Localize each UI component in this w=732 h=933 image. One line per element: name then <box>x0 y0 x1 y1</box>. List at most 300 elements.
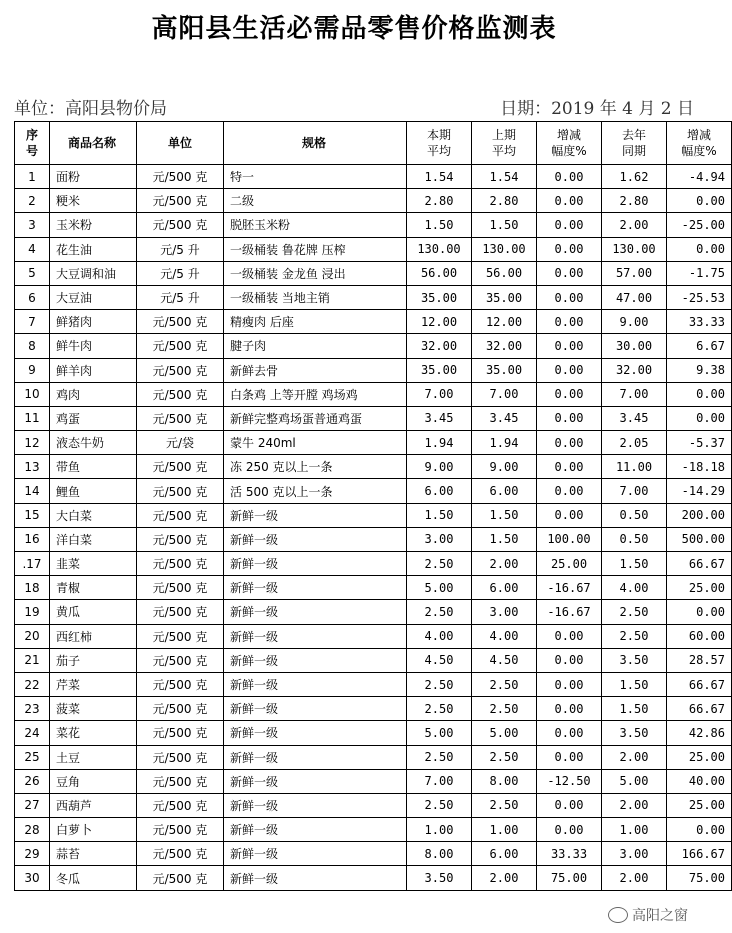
cell-unit: 元/500 克 <box>137 818 224 842</box>
cell-last-year: 2.50 <box>602 600 667 624</box>
cell-previous-avg: 2.50 <box>472 745 537 769</box>
cell-no: 8 <box>15 334 50 358</box>
header-yoy-change-pct: 增减 幅度% <box>667 122 732 165</box>
table-row <box>15 382 732 406</box>
cell-current-avg: 7.00 <box>407 769 472 793</box>
cell-name: 土豆 <box>50 745 137 769</box>
table-row <box>15 697 732 721</box>
cell-spec: 新鲜一级 <box>224 672 407 696</box>
cell-previous-avg: 4.50 <box>472 648 537 672</box>
cell-no: 7 <box>15 310 50 334</box>
cell-current-avg: 3.45 <box>407 406 472 430</box>
price-table <box>14 121 732 891</box>
cell-spec: 特一 <box>224 165 407 189</box>
cell-spec: 新鲜一级 <box>224 745 407 769</box>
cell-no: 6 <box>15 285 50 309</box>
cell-unit: 元/500 克 <box>137 600 224 624</box>
page-title: 高阳县生活必需品零售价格监测表 <box>151 14 557 44</box>
cell-current-avg: 32.00 <box>407 334 472 358</box>
cell-yoy-change-pct: -5.37 <box>667 431 732 455</box>
cell-no: 10 <box>15 382 50 406</box>
cell-change-pct: 0.00 <box>537 237 602 261</box>
cell-spec: 一级桶装 鲁花牌 压榨 <box>224 237 407 261</box>
table-row <box>15 189 732 213</box>
watermark-text: 高阳之窗 <box>632 908 688 924</box>
cell-spec: 白条鸡 上等开膛 鸡场鸡 <box>224 382 407 406</box>
cell-spec: 冻 250 克以上一条 <box>224 455 407 479</box>
cell-spec: 新鲜一级 <box>224 818 407 842</box>
cell-no: 23 <box>15 697 50 721</box>
cell-yoy-change-pct: 0.00 <box>667 600 732 624</box>
cell-yoy-change-pct: 25.00 <box>667 793 732 817</box>
cell-current-avg: 8.00 <box>407 842 472 866</box>
cell-last-year: 1.62 <box>602 165 667 189</box>
cell-name: 菠菜 <box>50 697 137 721</box>
cell-no: 4 <box>15 237 50 261</box>
cell-unit: 元/500 克 <box>137 213 224 237</box>
cell-name: 茄子 <box>50 648 137 672</box>
cell-unit: 元/500 克 <box>137 527 224 551</box>
table-row <box>15 600 732 624</box>
cell-yoy-change-pct: 28.57 <box>667 648 732 672</box>
cell-name: 西葫芦 <box>50 793 137 817</box>
table-header-row <box>15 122 732 165</box>
cell-no: 12 <box>15 431 50 455</box>
cell-last-year: 2.00 <box>602 866 667 890</box>
cell-last-year: 1.50 <box>602 697 667 721</box>
cell-unit: 元/500 克 <box>137 406 224 430</box>
cell-yoy-change-pct: 0.00 <box>667 818 732 842</box>
cell-unit: 元/500 克 <box>137 334 224 358</box>
cell-no: 5 <box>15 261 50 285</box>
cell-spec: 一级桶装 当地主销 <box>224 285 407 309</box>
table-row <box>15 648 732 672</box>
cell-no: 28 <box>15 818 50 842</box>
cell-change-pct: 0.00 <box>537 818 602 842</box>
cell-previous-avg: 130.00 <box>472 237 537 261</box>
table-row <box>15 431 732 455</box>
cell-spec: 新鲜完整鸡场蛋普通鸡蛋 <box>224 406 407 430</box>
cell-change-pct: 0.00 <box>537 261 602 285</box>
cell-change-pct: 0.00 <box>537 793 602 817</box>
table-row <box>15 455 732 479</box>
table-row <box>15 310 732 334</box>
cell-change-pct: 100.00 <box>537 527 602 551</box>
cell-name: 大白菜 <box>50 503 137 527</box>
cell-unit: 元/500 克 <box>137 479 224 503</box>
cell-current-avg: 130.00 <box>407 237 472 261</box>
cell-current-avg: 2.50 <box>407 793 472 817</box>
wechat-icon <box>608 907 628 923</box>
cell-current-avg: 1.00 <box>407 818 472 842</box>
cell-unit: 元/500 克 <box>137 769 224 793</box>
cell-spec: 脱胚玉米粉 <box>224 213 407 237</box>
cell-change-pct: 0.00 <box>537 189 602 213</box>
cell-change-pct: 0.00 <box>537 165 602 189</box>
cell-spec: 新鲜一级 <box>224 527 407 551</box>
cell-current-avg: 5.00 <box>407 576 472 600</box>
cell-unit: 元/5 升 <box>137 285 224 309</box>
cell-last-year: 57.00 <box>602 261 667 285</box>
cell-change-pct: -16.67 <box>537 576 602 600</box>
cell-no: 25 <box>15 745 50 769</box>
cell-spec: 二级 <box>224 189 407 213</box>
cell-unit: 元/500 克 <box>137 624 224 648</box>
cell-unit: 元/500 克 <box>137 866 224 890</box>
cell-yoy-change-pct: 66.67 <box>667 672 732 696</box>
cell-spec: 新鲜一级 <box>224 624 407 648</box>
cell-yoy-change-pct: 6.67 <box>667 334 732 358</box>
cell-no: 1 <box>15 165 50 189</box>
cell-name: 鲜牛肉 <box>50 334 137 358</box>
cell-name: 鲜羊肉 <box>50 358 137 382</box>
table-row <box>15 406 732 430</box>
cell-previous-avg: 32.00 <box>472 334 537 358</box>
cell-spec: 活 500 克以上一条 <box>224 479 407 503</box>
cell-change-pct: 0.00 <box>537 358 602 382</box>
cell-previous-avg: 1.50 <box>472 213 537 237</box>
cell-unit: 元/5 升 <box>137 237 224 261</box>
table-row <box>15 261 732 285</box>
cell-last-year: 0.50 <box>602 503 667 527</box>
cell-previous-avg: 12.00 <box>472 310 537 334</box>
cell-name: 大豆油 <box>50 285 137 309</box>
cell-spec: 一级桶装 金龙鱼 浸出 <box>224 261 407 285</box>
cell-unit: 元/袋 <box>137 431 224 455</box>
cell-yoy-change-pct: 0.00 <box>667 237 732 261</box>
cell-last-year: 3.00 <box>602 842 667 866</box>
cell-change-pct: 0.00 <box>537 455 602 479</box>
cell-no: 30 <box>15 866 50 890</box>
cell-spec: 新鲜一级 <box>224 600 407 624</box>
cell-no: 2 <box>15 189 50 213</box>
cell-name: 菜花 <box>50 721 137 745</box>
cell-name: 青椒 <box>50 576 137 600</box>
cell-current-avg: 56.00 <box>407 261 472 285</box>
header-no: 序 号 <box>15 122 50 165</box>
cell-unit: 元/500 克 <box>137 552 224 576</box>
cell-yoy-change-pct: 9.38 <box>667 358 732 382</box>
cell-current-avg: 2.50 <box>407 552 472 576</box>
cell-name: 洋白菜 <box>50 527 137 551</box>
cell-previous-avg: 3.00 <box>472 600 537 624</box>
cell-previous-avg: 6.00 <box>472 479 537 503</box>
cell-spec: 精瘦肉 后座 <box>224 310 407 334</box>
cell-change-pct: 0.00 <box>537 285 602 309</box>
cell-yoy-change-pct: 40.00 <box>667 769 732 793</box>
cell-change-pct: 0.00 <box>537 721 602 745</box>
cell-current-avg: 9.00 <box>407 455 472 479</box>
header-previous-avg: 上期 平均 <box>472 122 537 165</box>
cell-yoy-change-pct: 66.67 <box>667 697 732 721</box>
cell-no: 29 <box>15 842 50 866</box>
cell-no: 22 <box>15 672 50 696</box>
table-row <box>15 527 732 551</box>
cell-yoy-change-pct: 25.00 <box>667 576 732 600</box>
cell-no: 14 <box>15 479 50 503</box>
cell-last-year: 3.50 <box>602 648 667 672</box>
cell-spec: 新鲜一级 <box>224 769 407 793</box>
cell-spec: 新鲜一级 <box>224 866 407 890</box>
cell-yoy-change-pct: -4.94 <box>667 165 732 189</box>
cell-last-year: 30.00 <box>602 334 667 358</box>
cell-unit: 元/500 克 <box>137 842 224 866</box>
header-current-avg: 本期 平均 <box>407 122 472 165</box>
table-row <box>15 334 732 358</box>
table-row <box>15 479 732 503</box>
table-row <box>15 793 732 817</box>
cell-last-year: 11.00 <box>602 455 667 479</box>
cell-spec: 腱子肉 <box>224 334 407 358</box>
cell-current-avg: 4.00 <box>407 624 472 648</box>
header-name: 商品名称 <box>50 122 137 165</box>
cell-last-year: 2.00 <box>602 213 667 237</box>
cell-spec: 新鲜一级 <box>224 793 407 817</box>
cell-name: 粳米 <box>50 189 137 213</box>
cell-spec: 蒙牛 240ml <box>224 431 407 455</box>
cell-last-year: 47.00 <box>602 285 667 309</box>
cell-no: 16 <box>15 527 50 551</box>
cell-change-pct: 0.00 <box>537 648 602 672</box>
date-label: 日期：2019 年 4 月 2 日 <box>500 99 694 119</box>
cell-unit: 元/500 克 <box>137 672 224 696</box>
cell-change-pct: 25.00 <box>537 552 602 576</box>
cell-name: 玉米粉 <box>50 213 137 237</box>
cell-previous-avg: 5.00 <box>472 721 537 745</box>
cell-spec: 新鲜一级 <box>224 503 407 527</box>
cell-change-pct: 0.00 <box>537 310 602 334</box>
cell-current-avg: 35.00 <box>407 285 472 309</box>
cell-last-year: 130.00 <box>602 237 667 261</box>
table-row <box>15 866 732 890</box>
cell-no: 24 <box>15 721 50 745</box>
cell-name: 花生油 <box>50 237 137 261</box>
cell-last-year: 2.00 <box>602 745 667 769</box>
cell-name: 液态牛奶 <box>50 431 137 455</box>
cell-yoy-change-pct: 0.00 <box>667 382 732 406</box>
cell-previous-avg: 1.50 <box>472 527 537 551</box>
cell-current-avg: 5.00 <box>407 721 472 745</box>
cell-last-year: 7.00 <box>602 479 667 503</box>
cell-previous-avg: 7.00 <box>472 382 537 406</box>
cell-current-avg: 7.00 <box>407 382 472 406</box>
cell-previous-avg: 2.50 <box>472 793 537 817</box>
cell-current-avg: 2.50 <box>407 672 472 696</box>
cell-name: 白萝卜 <box>50 818 137 842</box>
cell-unit: 元/500 克 <box>137 382 224 406</box>
table-row <box>15 745 732 769</box>
cell-unit: 元/500 克 <box>137 745 224 769</box>
cell-previous-avg: 3.45 <box>472 406 537 430</box>
table-row <box>15 842 732 866</box>
cell-yoy-change-pct: 0.00 <box>667 189 732 213</box>
cell-last-year: 3.50 <box>602 721 667 745</box>
cell-no: 15 <box>15 503 50 527</box>
cell-yoy-change-pct: -25.00 <box>667 213 732 237</box>
cell-current-avg: 3.00 <box>407 527 472 551</box>
cell-name: 西红柿 <box>50 624 137 648</box>
cell-change-pct: 0.00 <box>537 624 602 648</box>
cell-name: 黄瓜 <box>50 600 137 624</box>
cell-unit: 元/500 克 <box>137 455 224 479</box>
cell-no: .17 <box>15 552 50 576</box>
cell-yoy-change-pct: -18.18 <box>667 455 732 479</box>
cell-last-year: 2.00 <box>602 793 667 817</box>
cell-name: 带鱼 <box>50 455 137 479</box>
cell-name: 鲤鱼 <box>50 479 137 503</box>
cell-name: 鸡蛋 <box>50 406 137 430</box>
cell-last-year: 2.80 <box>602 189 667 213</box>
table-row <box>15 672 732 696</box>
cell-name: 蒜苔 <box>50 842 137 866</box>
cell-last-year: 7.00 <box>602 382 667 406</box>
cell-last-year: 9.00 <box>602 310 667 334</box>
cell-spec: 新鲜一级 <box>224 648 407 672</box>
cell-yoy-change-pct: 0.00 <box>667 406 732 430</box>
cell-change-pct: 0.00 <box>537 697 602 721</box>
cell-current-avg: 1.54 <box>407 165 472 189</box>
cell-change-pct: 0.00 <box>537 431 602 455</box>
cell-name: 韭菜 <box>50 552 137 576</box>
cell-name: 豆角 <box>50 769 137 793</box>
header-change-pct: 增减 幅度% <box>537 122 602 165</box>
cell-unit: 元/500 克 <box>137 189 224 213</box>
cell-spec: 新鲜一级 <box>224 697 407 721</box>
watermark <box>608 905 688 925</box>
cell-change-pct: 0.00 <box>537 745 602 769</box>
cell-spec: 新鲜一级 <box>224 721 407 745</box>
cell-last-year: 3.45 <box>602 406 667 430</box>
cell-last-year: 1.00 <box>602 818 667 842</box>
cell-yoy-change-pct: 33.33 <box>667 310 732 334</box>
cell-current-avg: 6.00 <box>407 479 472 503</box>
cell-current-avg: 2.80 <box>407 189 472 213</box>
cell-name: 面粉 <box>50 165 137 189</box>
cell-last-year: 2.05 <box>602 431 667 455</box>
table-row <box>15 721 732 745</box>
cell-change-pct: 0.00 <box>537 213 602 237</box>
cell-change-pct: 0.00 <box>537 406 602 430</box>
table-row <box>15 237 732 261</box>
header-unit: 单位 <box>137 122 224 165</box>
cell-previous-avg: 8.00 <box>472 769 537 793</box>
cell-unit: 元/500 克 <box>137 358 224 382</box>
cell-name: 鲜猪肉 <box>50 310 137 334</box>
cell-no: 13 <box>15 455 50 479</box>
unit-label: 单位：高阳县物价局 <box>14 99 167 119</box>
cell-current-avg: 12.00 <box>407 310 472 334</box>
cell-unit: 元/500 克 <box>137 310 224 334</box>
cell-spec: 新鲜一级 <box>224 842 407 866</box>
table-body <box>15 165 732 891</box>
cell-previous-avg: 6.00 <box>472 576 537 600</box>
cell-no: 3 <box>15 213 50 237</box>
cell-previous-avg: 2.50 <box>472 672 537 696</box>
table-row <box>15 624 732 648</box>
cell-previous-avg: 35.00 <box>472 358 537 382</box>
cell-current-avg: 2.50 <box>407 697 472 721</box>
cell-unit: 元/500 克 <box>137 503 224 527</box>
cell-last-year: 4.00 <box>602 576 667 600</box>
table-row <box>15 358 732 382</box>
cell-unit: 元/500 克 <box>137 793 224 817</box>
cell-current-avg: 4.50 <box>407 648 472 672</box>
cell-unit: 元/500 克 <box>137 165 224 189</box>
cell-spec: 新鲜去骨 <box>224 358 407 382</box>
table-row <box>15 165 732 189</box>
cell-name: 大豆调和油 <box>50 261 137 285</box>
cell-no: 19 <box>15 600 50 624</box>
cell-previous-avg: 1.94 <box>472 431 537 455</box>
cell-last-year: 1.50 <box>602 552 667 576</box>
cell-spec: 新鲜一级 <box>224 576 407 600</box>
cell-current-avg: 3.50 <box>407 866 472 890</box>
table-row <box>15 213 732 237</box>
cell-current-avg: 1.50 <box>407 503 472 527</box>
cell-yoy-change-pct: 60.00 <box>667 624 732 648</box>
cell-previous-avg: 2.00 <box>472 866 537 890</box>
cell-yoy-change-pct: -25.53 <box>667 285 732 309</box>
cell-previous-avg: 4.00 <box>472 624 537 648</box>
cell-name: 芹菜 <box>50 672 137 696</box>
cell-previous-avg: 2.50 <box>472 697 537 721</box>
cell-previous-avg: 1.54 <box>472 165 537 189</box>
cell-yoy-change-pct: 500.00 <box>667 527 732 551</box>
cell-last-year: 0.50 <box>602 527 667 551</box>
cell-previous-avg: 9.00 <box>472 455 537 479</box>
cell-last-year: 5.00 <box>602 769 667 793</box>
cell-previous-avg: 1.50 <box>472 503 537 527</box>
cell-spec: 新鲜一级 <box>224 552 407 576</box>
cell-previous-avg: 2.80 <box>472 189 537 213</box>
cell-yoy-change-pct: 166.67 <box>667 842 732 866</box>
cell-change-pct: 33.33 <box>537 842 602 866</box>
cell-current-avg: 1.94 <box>407 431 472 455</box>
cell-yoy-change-pct: 25.00 <box>667 745 732 769</box>
cell-last-year: 1.50 <box>602 672 667 696</box>
cell-change-pct: -12.50 <box>537 769 602 793</box>
cell-change-pct: 0.00 <box>537 672 602 696</box>
cell-yoy-change-pct: 66.67 <box>667 552 732 576</box>
table-row <box>15 576 732 600</box>
cell-name: 冬瓜 <box>50 866 137 890</box>
table-row <box>15 769 732 793</box>
cell-no: 26 <box>15 769 50 793</box>
cell-name: 鸡肉 <box>50 382 137 406</box>
cell-current-avg: 2.50 <box>407 745 472 769</box>
header-spec: 规格 <box>224 122 407 165</box>
cell-previous-avg: 2.00 <box>472 552 537 576</box>
cell-current-avg: 1.50 <box>407 213 472 237</box>
cell-change-pct: 0.00 <box>537 503 602 527</box>
cell-previous-avg: 35.00 <box>472 285 537 309</box>
table-row <box>15 818 732 842</box>
table-row <box>15 285 732 309</box>
cell-yoy-change-pct: 75.00 <box>667 866 732 890</box>
cell-previous-avg: 6.00 <box>472 842 537 866</box>
cell-no: 18 <box>15 576 50 600</box>
cell-unit: 元/5 升 <box>137 261 224 285</box>
cell-change-pct: 0.00 <box>537 334 602 358</box>
cell-change-pct: -16.67 <box>537 600 602 624</box>
cell-no: 20 <box>15 624 50 648</box>
cell-last-year: 32.00 <box>602 358 667 382</box>
cell-yoy-change-pct: 42.86 <box>667 721 732 745</box>
cell-yoy-change-pct: -1.75 <box>667 261 732 285</box>
cell-change-pct: 0.00 <box>537 382 602 406</box>
cell-previous-avg: 1.00 <box>472 818 537 842</box>
cell-previous-avg: 56.00 <box>472 261 537 285</box>
